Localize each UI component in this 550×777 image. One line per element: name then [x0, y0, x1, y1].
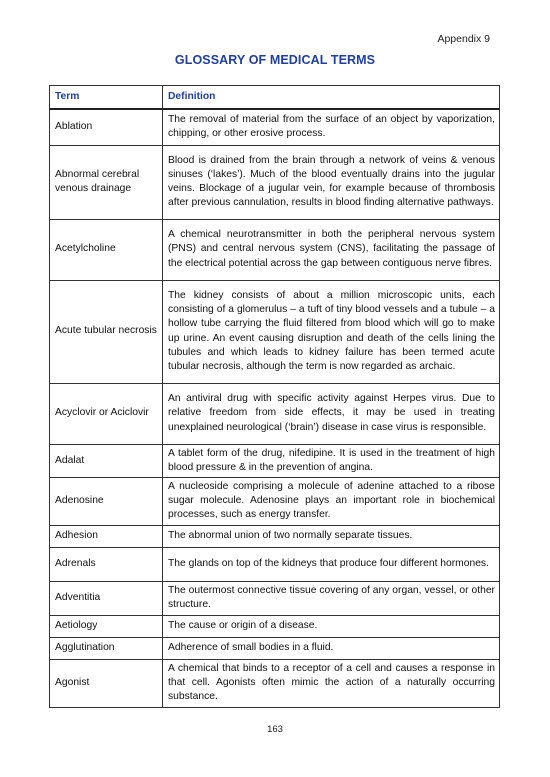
- table-row: [50, 615, 500, 637]
- term-cell: Adalat: [50, 444, 163, 477]
- definition-cell: Blood is drained from the brain through a network of veins & venous sinuses (‘lakes’). Much of the blood eventually drains into the jugular veins. Blockage of a jugular vein, for example because of thrombosis after previous cannulation, results in blood finding alternative pathways.: [163, 145, 500, 219]
- term-cell: Agglutination: [50, 637, 163, 659]
- table-row: [50, 525, 500, 547]
- appendix-label: Appendix 9: [437, 33, 490, 45]
- table-row: [50, 219, 500, 280]
- term-cell: Abnormal cerebral venous drainage: [50, 145, 163, 219]
- column-header-term: Term: [50, 86, 163, 110]
- definition-cell: The removal of material from the surface of an object by vaporization, chipping, or other erosive process.: [163, 109, 500, 145]
- definition-cell: The glands on top of the kidneys that produce four different hormones.: [163, 547, 500, 581]
- table-row: [50, 444, 500, 477]
- definition-cell: The kidney consists of about a million microscopic units, each consisting of a glomerulus – a tuft of tiny blood vessels and a tubule – a hollow tube carrying the fluid filtered from blood which will go to make up urine. An event causing disruption and death of the cells lining the tubules and which leads to kidney failure has been termed acute tubular necrosis, although the term is now regarded as archaic.: [163, 280, 500, 383]
- definition-cell: A nucleoside comprising a molecule of adenine attached to a ribose sugar molecule. Adenosine plays an important role in biochemical processes, such as energy transfer.: [163, 477, 500, 525]
- term-cell: Agonist: [50, 659, 163, 707]
- term-cell: Acute tubular necrosis: [50, 280, 163, 383]
- glossary-table: [49, 85, 500, 708]
- term-cell: Ablation: [50, 109, 163, 145]
- term-cell: Acyclovir or Aciclovir: [50, 383, 163, 444]
- definition-cell: A chemical that binds to a receptor of a cell and causes a response in that cell. Agonists often mimic the action of a naturally occurring substance.: [163, 659, 500, 707]
- page-number: 163: [267, 724, 283, 735]
- definition-cell: An antiviral drug with specific activity against Herpes virus. Due to relative freedom from side effects, it may be used in treating unexplained neurological (‘brain’) disease in case virus is responsible.: [163, 383, 500, 444]
- definition-cell: The cause or origin of a disease.: [163, 615, 500, 637]
- table-row: [50, 659, 500, 707]
- definition-cell: Adherence of small bodies in a fluid.: [163, 637, 500, 659]
- term-cell: Adventitia: [50, 581, 163, 615]
- term-cell: Adhesion: [50, 525, 163, 547]
- table-row: [50, 637, 500, 659]
- table-row: [50, 280, 500, 383]
- definition-cell: A chemical neurotransmitter in both the peripheral nervous system (PNS) and central nervous system (CNS), facilitating the passage of the electrical potential across the gap between contiguous nerve fibres.: [163, 219, 500, 280]
- term-cell: Aetiology: [50, 615, 163, 637]
- definition-cell: The outermost connective tissue covering of any organ, vessel, or other structure.: [163, 581, 500, 615]
- term-cell: Adenosine: [50, 477, 163, 525]
- column-header-definition: Definition: [163, 86, 500, 110]
- term-cell: Adrenals: [50, 547, 163, 581]
- table-row: [50, 109, 500, 145]
- definition-cell: The abnormal union of two normally separate tissues.: [163, 525, 500, 547]
- table-row: [50, 581, 500, 615]
- term-cell: Acetylcholine: [50, 219, 163, 280]
- table-row: [50, 145, 500, 219]
- header-row: [50, 86, 500, 110]
- table-row: [50, 383, 500, 444]
- definition-cell: A tablet form of the drug, nifedipine. It is used in the treatment of high blood pressure & in the prevention of angina.: [163, 444, 500, 477]
- table-row: [50, 477, 500, 525]
- page-title: GLOSSARY OF MEDICAL TERMS: [174, 53, 376, 67]
- table-row: [50, 547, 500, 581]
